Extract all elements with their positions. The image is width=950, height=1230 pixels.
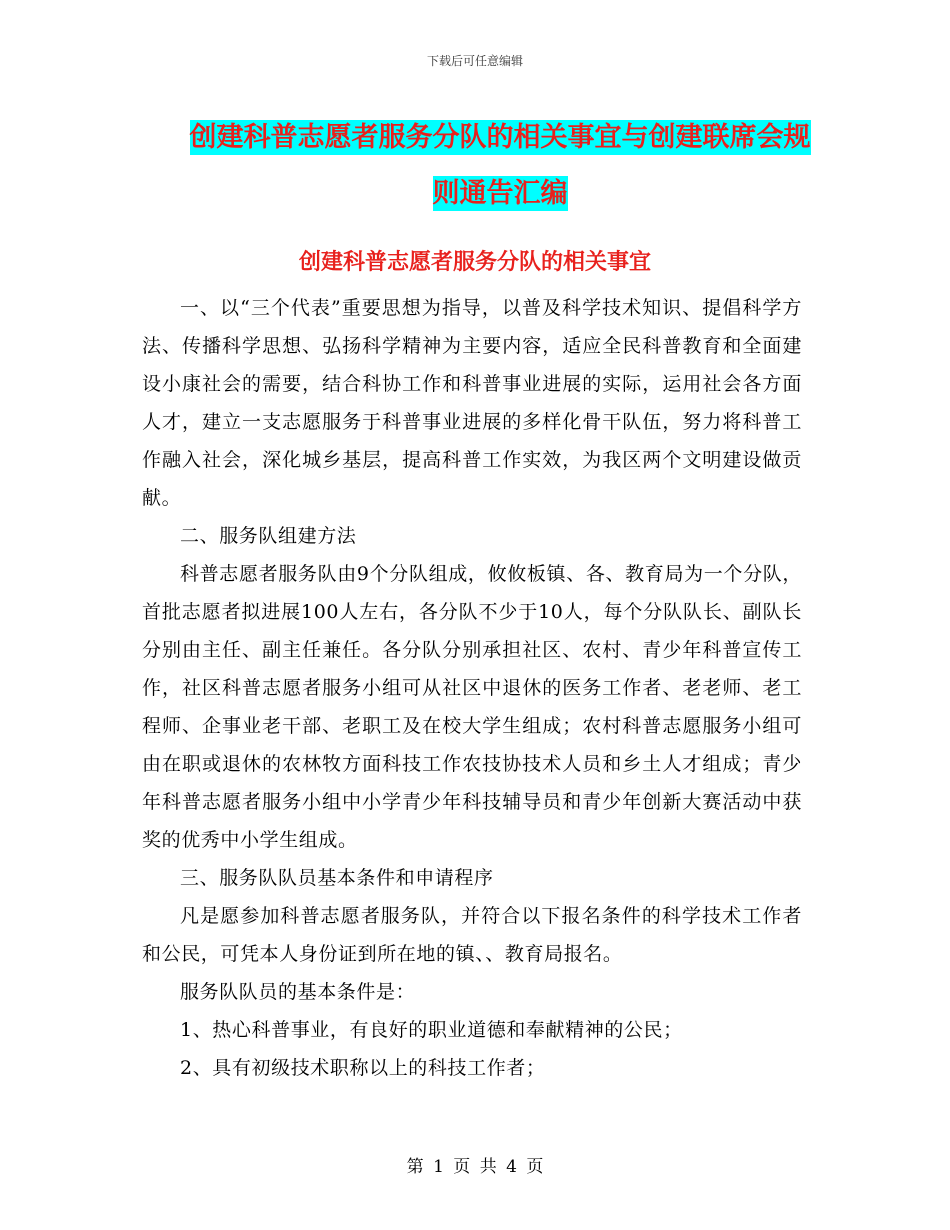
document-body (142, 289, 802, 1087)
paragraph: 服务队队员的基本条件是： (180, 981, 416, 1003)
paragraph: 科普志愿者服务队由9个分队组成，攸攸板镇、各、教育局为一个分队，首批志愿者拟进展100人左右，各分队不少于10人，每个分队队长、副队长分别由主任、副主任兼任。各分队分别承担社区、农村、青少年科普宣传工作，社区科普志愿者服务小组可从社区中退休的医务工作者、老老师、老工程师、企事业老干部、老职工及在校大学生组成；农村科普志愿服务小组可由在职或退休的农林牧方面科技工作农技协技术人员和乡土人才组成；青少年科普志愿者服务小组中小学青少年科技辅导员和青少年创新大赛活动中获奖的优秀中小学生组成。 (142, 563, 802, 851)
page-footer: 第 1 页 共 4 页 (406, 1157, 544, 1177)
list-item: 2、具有初级技术职称以上的科技工作者； (180, 1057, 546, 1079)
title-line-2: 则通告汇编 (432, 178, 568, 209)
paragraph: 凡是愿参加科普志愿者服务队，并符合以下报名条件的科学技术工作者和公民，可凭本人身份证到所在地的镇、、教育局报名。 (142, 905, 802, 965)
paragraph-heading: 三、服务队队员基本条件和申请程序 (180, 867, 494, 889)
section-title: 创建科普志愿者服务分队的相关事宜 (298, 250, 651, 275)
document-title (140, 110, 860, 222)
paragraph-heading: 二、服务队组建方法 (180, 525, 357, 547)
paragraph: 一、以“三个代表”重要思想为指导，以普及科学技术知识、提倡科学方法、传播科学思想、弘扬科学精神为主要内容，适应全民科普教育和全面建设小康社会的需要，结合科协工作和科普事业进展的实际，运用社会各方面人才，建立一支志愿服务于科普事业进展的多样化骨干队伍，努力将科普工作融入社会，深化城乡基层，提高科普工作实效，为我区两个文明建设做贡献。 (142, 297, 802, 509)
title-line-1: 创建科普志愿者服务分队的相关事宜与创建联席会规 (189, 122, 811, 153)
list-item: 1、热心科普事业，有良好的职业道德和奉献精神的公民； (180, 1019, 683, 1041)
page-header-note: 下载后可任意编辑 (426, 54, 523, 68)
